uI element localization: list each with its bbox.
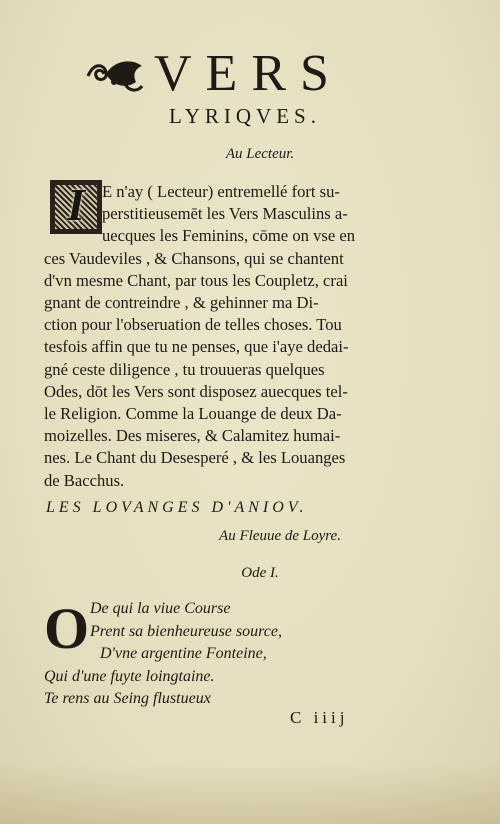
text-line: gné ceste diligence , tu trouueras quelques — [44, 359, 325, 379]
text-line: d'vn mesme Chant, par tous les Coupletz, crai — [44, 270, 348, 290]
ode-number: Ode I. — [241, 565, 279, 581]
text-line: tesfois affin que tu ne penses, que i'aye dedai- — [44, 337, 349, 357]
page-subtitle: LYRIQVES. — [169, 104, 321, 128]
signature-mark: C iiij — [290, 708, 349, 727]
text-line: uecques les Feminins, cōme on vse en — [102, 226, 355, 246]
text-line: nes. Le Chant du Desesperé , & les Louanges — [44, 448, 346, 468]
text-line: E n'ay ( Lecteur) entremellé fort su- — [102, 182, 340, 201]
poem-initial: O — [44, 596, 90, 661]
page-stain — [0, 764, 500, 824]
text-line: ces Vaudeviles , & Chansons, qui se chantent — [44, 248, 344, 268]
verse-line: Prent sa bienheureuse source, — [90, 622, 282, 640]
poem-verses — [44, 598, 364, 711]
text-line: de Bacchus. — [44, 470, 125, 490]
verse-line: De qui la viue Course — [90, 600, 231, 617]
page-title: VERS — [154, 45, 343, 102]
text-line: gnant de contreindre , & gehinner ma Di- — [44, 293, 319, 313]
heading — [84, 44, 343, 104]
addressee: Au Lecteur. — [225, 146, 295, 162]
text-line: moizelles. Des miseres, & Calamitez humai- — [44, 426, 341, 446]
verse-line: D'vne argentine Fonteine, — [100, 645, 267, 662]
preface-text — [44, 181, 440, 492]
text-line: ction pour l'obseruation de telles choses. Tou — [44, 315, 342, 335]
verse-line: Qui d'une fuyte loingtaine. — [44, 667, 215, 685]
text-line: perstitieusemēt les Vers Masculins a- — [102, 204, 348, 224]
ornament-icon — [84, 52, 146, 96]
verse-line: Te rens au Seing flustueux — [44, 690, 211, 707]
poem-subtitle: Au Fleuue de Loyre. — [219, 528, 341, 544]
text-line: le Religion. Comme la Louange de deux Da- — [44, 404, 342, 424]
poem-title: LES LOVANGES D'ANIOV. — [46, 499, 308, 516]
initial-letter: I — [67, 179, 85, 230]
text-line: Odes, dōt les Vers sont disposez auecques tel- — [44, 381, 348, 401]
